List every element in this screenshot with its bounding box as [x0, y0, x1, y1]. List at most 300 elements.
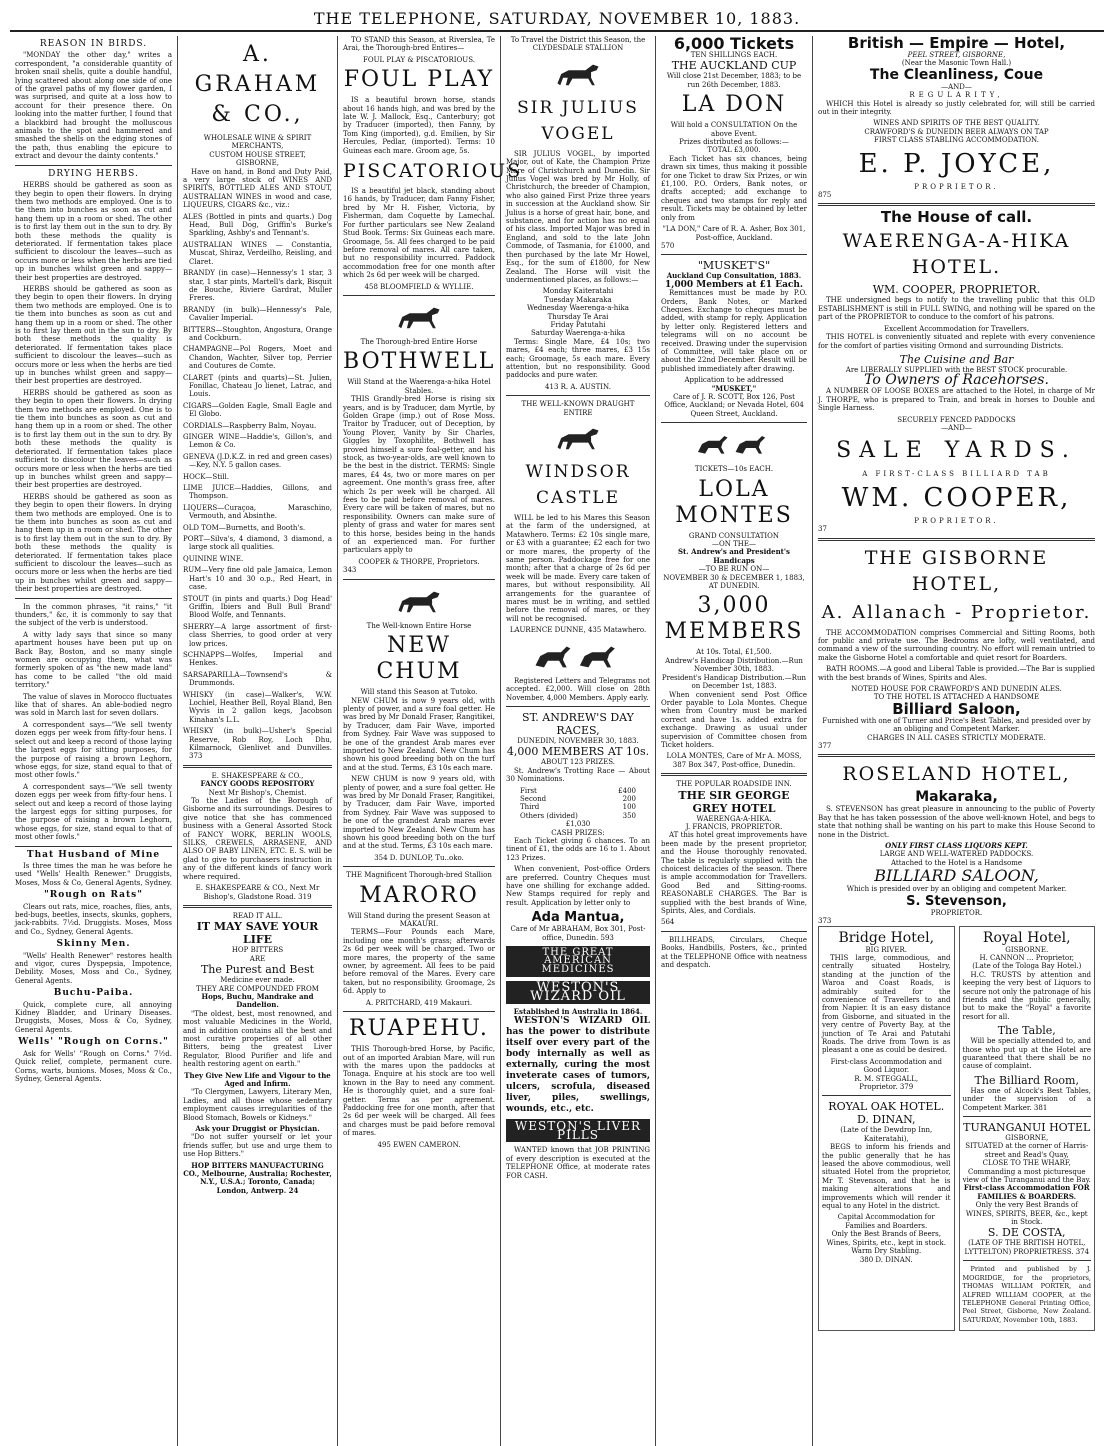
column-1 — [10, 36, 178, 1446]
to-be-run: —TO BE RUN ON— — [698, 565, 770, 574]
article-text: A correspondent says—"We sell twenty dozen eggs per week from fifty-four hens. I select out and keep a record of those laying the largest eggs for sitting purposes, for the purpose of raising a brown Leghorn, whose eggs, for size, stand equal to that of most other fowls." — [15, 720, 172, 780]
medicine: Medicine ever made. — [220, 976, 295, 985]
graham-item: CORDIALS—Raspberry Balm, Noyau. — [183, 421, 317, 430]
fenced-paddocks: SECURELY FENCED PADDOCKS — [897, 415, 1016, 424]
house-of-call: The House of call. — [880, 208, 1033, 227]
article-text: HERBS should be gathered as soon as they begin to open their flowers. In drying them two methods are employed. One is to tie them into bunches as soon as cut and hang them up in a room or shed. The other is to first lay them out in the sun to dry. By both these methods the quality is deteriorated. If fermentation takes place sufficient to discolour the leaves—such as occurs more or less when the herbs are tied up in bunches whilst green and sappy—their best properties are destroyed. — [15, 284, 172, 386]
prize-place: Second — [520, 794, 547, 803]
ad-number: 37 — [818, 525, 827, 534]
graham-item: CLARET (pints and quarts)—St. Julien, Fonillac, Chateau Jo lienet, Latrac, and Louis. — [183, 373, 332, 399]
wc-text: WILL be led to his Mares this Season at the farm of the undersigned, at Matawhero. Terms: £2 10s single mare, or £3 with a guarantee; £2 each for two or more mares, the property of the same person. Paddockage free for one month; after that a charge of 2s 6d per week will be made. Every care taken of mares, but without responsibility. All arrangements for the guarantee of mares must be in writing, and settled before the removal of mares, or they will not be recognised. — [506, 514, 650, 623]
prizes-dist: Prizes distributed as follows:— — [679, 138, 789, 147]
graham-title: A. GRAHAM & CO., — [194, 42, 321, 127]
cash-prizes: CASH PRIZES: — [551, 828, 605, 837]
first-class-liquor: First-class Accommodation and Good Liquor. — [830, 1057, 942, 1075]
dinan-text: BEGS to inform his friends and the public generally that he has leased the above commodious, well situated Hotel from the proprietor, Mr T. Stevenson, and that he is making alterations and improvements which will render it equal to any Hotel in the district. — [822, 1143, 951, 1211]
british-empire-hotel: British — Empire — Hotel, — [847, 34, 1066, 52]
article-text: A correspondent says—"We sell twenty dozen eggs per week from fifty-four hens. I select out and keep a record of those laying the largest eggs for sitting purposes, for the purpose of raising a brown Leghorn, whose eggs, for size, stand equal to that of most other fowls." — [15, 782, 172, 842]
foul-play-title: FOUL PLAY — [343, 67, 495, 93]
attached-2: Attached to the Hotel is a Handsome — [891, 858, 1022, 867]
roseland-hotel: ROSELAND HOTEL, — [842, 763, 1071, 786]
prize-place: Others (divided) — [520, 811, 578, 820]
divider — [506, 395, 650, 396]
graham-item: BRANDY (in bulk)—Hennessy's Pale, Cavalier Imperial. — [183, 305, 332, 323]
lola-address: LOLA MONTES, Care of Mr A. MOSS, 387 Box 347, Post-office, Dunedin. — [666, 752, 802, 769]
graham-item: HOCK—Still. — [183, 472, 229, 481]
stabling: FIRST CLASS STABLING ACCOMMODATION. — [874, 136, 1039, 145]
bridge-text: THIS large, commodious, and centrally situated Hostelry, standing at the junction of the Waroa and Coast Roads, is admirably suited for the convenience of Travellers to and from Napier. It is an easy distance from Gisborne, and situated in the very centre of Poverty Bay, at the junction of Te Arai and Patutahi Roads. The drive from Town is as pleasant a one as could be desired. — [822, 953, 951, 1055]
horse-icon — [550, 421, 606, 455]
graham-item: WHISKY (in bulk)—Usher's Special Reserve, Rob Roy, Loch Dhu, Kilmarnock, Glenlivet and Dunvilles. 373 — [183, 727, 332, 761]
wines-spirits: WINES AND SPIRITS OF THE BEST QUALITY. — [873, 119, 1040, 128]
auckland-cup-consultation: Auckland Cup Consultation, 1883. — [666, 271, 802, 281]
graham-item: PORT—Silva's, 4 diamond, 3 diamond, a large stock all qualities. — [183, 535, 332, 552]
sjv-terms: Terms: Single Mare, £4 10s; two mares, £4 each; three mares, £3 15s each; Groomage, 5s each mare. Every attention, but no responsibility. Good paddocks and pure water. — [506, 337, 650, 380]
divider — [343, 1011, 495, 1012]
hop-text: "The oldest, best, most renowned, and most valuable Medicines in the World, and in addition contains all the best and most curative properties of all other Bitters, being the greatest Liver Regulator, Blood Purifier and life and health restoring agent on earth." — [183, 1009, 332, 1069]
graham-item: CHAMPAGNE—Pol Rogers, Moet and Chandon, Wachter, Silver top, Perrier and Coutures de Comte. — [183, 345, 332, 371]
maroro-text: TERMS—Four Pounds each Mare, including one month's grass; afterwards 2s 6d per week will be charged. Two or more mares, the property of the same owner, by agreement. All fees to be paid before removal of the Mares. Every care taken, but no responsibility. Groomage, 2s 6d. Apply to — [343, 928, 495, 996]
new-life: They Give New Life and Vigour to the Aged and Infirm. — [184, 1070, 331, 1088]
auckland-cup: THE AUCKLAND CUP — [671, 59, 797, 73]
and2: —AND— — [941, 423, 972, 432]
muskets-title: "MUSKET'S" — [697, 259, 771, 273]
popular-inn: THE POPULAR ROADSIDE INN. — [676, 780, 792, 789]
read-it-all: READ IT ALL. — [232, 911, 283, 920]
hotel-grid — [818, 926, 1095, 1332]
divider — [343, 295, 495, 296]
s-stevenson: S. Stevenson, — [906, 893, 1007, 909]
graham-item-list — [183, 213, 332, 761]
attached: TO THE HOTEL IS ATTACHED A HANDSOME — [873, 693, 1040, 702]
divider — [963, 1260, 1092, 1261]
heading-husband: That Husband of Mine — [26, 849, 161, 860]
crawfords: CRAWFORD'S & DUNEDIN BEER ALWAYS ON TAP — [864, 127, 1049, 136]
ada-sig: Care of Mr ABRAHAM, Box 301, Post-office, Dunedin. 593 — [510, 925, 646, 942]
divider — [822, 1095, 951, 1096]
bloomfield-sig: 458 BLOOMFIELD & WYLLIE. — [364, 282, 474, 291]
musket: "MUSKET," — [711, 383, 757, 393]
graham-item: SHERRY—A large assortment of first-class Sherries, to good order at very low prices. — [183, 622, 332, 648]
great-american-banner: THE GREAT AMERICAN MEDICINES — [506, 946, 650, 977]
compounded: THEY ARE COMPOUNDED FROM — [196, 984, 319, 993]
wm-cooper-2: WM. COOPER, — [841, 482, 1072, 513]
ask-text: "Do not suffer yourself or let your friends suffer, but use and urge them to use Hop Bitters." — [183, 1133, 332, 1159]
graham-item: WHISKY (in case)—Walker's, W.W. Lochiel, Heather Bell, Royal Bland, Ben Wyvis in 2 gallon kegs, Jacobson Kinahan's L.L. — [183, 690, 332, 724]
commanding: Commanding a most picturesque view of the Turanganui and the Bay. — [962, 1167, 1091, 1185]
heading-buchu-paiba: Buchu-Paiba. — [53, 988, 134, 999]
prize-row — [506, 795, 650, 803]
article-text: HERBS should be gathered as soon as they begin to open their flowers. In drying them two methods are employed. One is to tie them into bunches as soon as cut and hang them up in a room or shed. The other is to first lay them out in the sun to dry. By both these methods the quality is deteriorated. If fermentation takes place sufficient to discolour the leaves—such as occurs more or less when the herbs are tied up in bunches whilst green and sappy—their best properties are destroyed. — [15, 388, 172, 490]
ep-joyce: E. P. JOYCE, — [858, 148, 1055, 179]
article-text: A witty lady says that since so many apartment houses have been put up on Back Bay, Boston, and so many single women are occupying them, what was formerly spoken of as "the new made land" has come to be called "the old maid territory." — [15, 630, 172, 690]
divider — [183, 905, 332, 908]
piscatorious-title: PISCATORIOUS — [343, 160, 523, 183]
article-text: "MONDAY the other day," writes a correspondent, "a considerable quantity of broken snail shells, quite a double handful, lying scattered about along one side of one of the gravel paths of my flower garden, I was surprised, and quite at a loss how to account for their presence there. On looking into the matter further, I found that a blackbird had brought the molluscous animals to the spot and hammered and smashed the shells on the edging stones of the path, thus enabling the epicure to extract and devour the dainty contents." — [15, 51, 172, 161]
bothwell-text: THIS Grandly-bred Horse is rising six years, and is by Traducer, dam Myrtle, by Golden Grape (imp.) out of Rose Moss. Traitor by Traducer, out of Deception, by Young Plover, Vanity by Sir Charles, Giggles by Toxophilite, Bothwell has proved himself a sure foal-getter, and his stock, as two-year-olds, are well known to be the best in the district. TERMS: Single mares, £4 4s, two or more mares on per agreement. One month's grass free, after which 2s per week will be charged. All fees to be paid before removal of mares. Every care will be taken of mares, but no responsibility. Owners can make sure of plenty of grass and water for mares sent to this horse, besides being in the hands of an experienced man. For further particulars apply to — [343, 395, 495, 555]
divider — [15, 846, 172, 847]
ask-druggist: Ask your Druggist or Physician. — [195, 1124, 320, 1134]
graham-item: LIME JUICE—Haddies, Gillons, and Thompson. — [183, 484, 332, 501]
proprietor-2: PROPRIETOR. — [914, 516, 999, 525]
total: TOTAL £3,000. — [707, 146, 761, 155]
regularity: REGULARITY, — [909, 91, 1004, 100]
job-printing: WANTED known that JOB PRINTING of every description is executed at the TELEPHONE Office, at moderate rates FOR CASH. — [506, 1146, 650, 1180]
dunne-sig: LAURENCE DUNNE, 435 Matawhero. — [509, 626, 647, 635]
near-masonic: (Near the Masonic Town Hall.) — [901, 59, 1012, 68]
sir-george-grey-title: THE SIR GEORGE GREY HOTEL — [678, 788, 790, 815]
graham-item: BRANDY (in case)—Hennessy's 1 star, 3 star, 1 star pints, Martell's dark, Bisquit de Bouche, Riviere Gardrat, Muller Freres. — [183, 269, 332, 303]
turanganui: TURANGANUI HOTEL — [963, 1121, 1091, 1134]
graham-item: BITTERS—Stoughton, Angostura, Orange and Cockburn. — [183, 325, 332, 342]
on-the: —ON THE— — [712, 540, 756, 549]
ad-number: 875 — [818, 191, 832, 200]
graham-item: CIGARS—Golden Eagle, Small Eagle and El Globo. — [183, 401, 332, 419]
windsor-castle-title: WINDSOR CASTLE — [525, 462, 631, 508]
schedule-day: Wednesday Waerenga-a-hika — [527, 304, 629, 313]
billheads: BILLHEADS, Circulars, Cheque Books, Handbills, Posters, &c., printed at the TELEPHONE Office with neatness and despatch. — [661, 935, 807, 970]
address-to: Application to be addressed — [684, 376, 784, 385]
paddocks: LARGE AND WELL-WATERED PADDOCKS. — [879, 850, 1034, 859]
article-text: HERBS should be gathered as soon as they begin to open their flowers. In drying them two methods are employed. One is to tie them into bunches as soon as cut and hang them up in a room or shed. The other is to first lay them out in the sun to dry. By both these methods the quality is deteriorated. If fermentation takes place sufficient to discolour the leaves—such as occurs more or less when the herbs are tied up in bunches whilst green and sappy—their best properties are destroyed. — [15, 492, 172, 594]
prize-row — [506, 803, 650, 811]
ad-number: 373 — [818, 917, 832, 926]
gisborne-2: GISBORNE, — [1005, 1134, 1049, 1142]
divider — [818, 203, 1095, 206]
prize-place: First — [520, 786, 537, 795]
francis: J. FRANCIS, PROPRIETOR. — [685, 822, 783, 831]
waerenga: WAERENGA-A-HIKA. — [696, 814, 772, 823]
schedule-day: Tuesday Makaraka — [544, 295, 612, 304]
which-text: WHICH this Hotel is already so justly celebrated for, will still be carried out in their integrity. — [818, 99, 1095, 117]
sjv-text: SIR JULIUS VOGEL, by imported Major, out of Kate, the Champion Prize Mare of Christchurch and Dunedin. Sir Julius Vogel was bred by Mr Holly, of Christchurch, the breeder of Champion, who also gained First Prize three years in succession at the Auckland show. Sir Julius is a horse of great hair, bone, and substance, and for action has no equal of his class. Imported Major was bred in England, and sold to the late John Commode, of Tasmania, for £1000, and then purchased by the late Mr Howel, Esq., for the sum of £1800, for New Zealand. The Horse will visit the undermentioned places, as follows:— — [506, 149, 650, 284]
close-wharf: CLOSE TO THE WHARF, — [982, 1159, 1071, 1168]
graham-item: GENEVA (J.D.K.Z. in red and green cases)—Key, N.Y. 5 gallon cases. — [183, 452, 332, 470]
closes: Will close 21st December, 1883; to be run 26th December, 1883. — [666, 72, 802, 89]
convenient: When convenient, Post-office Orders are preferred. Country Cheques must have one shilling for exchange added. New Stamps required for reply and result. Application by letter only to — [506, 865, 650, 907]
purest: The Purest and Best — [200, 963, 315, 977]
maroro-sub: Will Stand during the present Season at MAKAURI. — [347, 911, 491, 929]
heading-drying-herbs: DRYING HERBS. — [48, 168, 139, 179]
divider — [15, 598, 172, 599]
graham-town: GISBORNE, — [236, 159, 279, 168]
the-table: The Table, — [997, 1024, 1056, 1038]
stand-intro: TO STAND this Season, at Riverslea, Te Arai, the Thorough-bred Entires— — [343, 36, 495, 53]
graham-item: LIQUERS—Curaçoa, Maraschino, Vermouth, and Absinthe. — [183, 503, 332, 521]
members-4000: 4,000 MEMBERS AT 10s. — [506, 745, 650, 759]
sad-date: DUNEDIN, NOVEMBER 30, 1883. — [517, 736, 639, 745]
warm-dry: Warm Dry Stabling. — [851, 1247, 922, 1256]
hop-mfg: HOP BITTERS MANUFACTURING CO., Melbourne, Australia; Rochester, N.Y., U.S.A.; Toronto, Canada; London, Antwerp. 24 — [183, 1160, 332, 1195]
prize-row — [506, 812, 650, 820]
st-andrews-handicaps: St. Andrew's and President's Handicaps — [678, 547, 790, 565]
dunlop-sig: 354 D. DUNLOP, Tu..oko. — [374, 853, 464, 862]
heading-reason-in-birds: REASON IN BIRDS. — [39, 39, 148, 49]
billiard-text: Has one of Alcock's Best Tables, under the supervision of a Competent Marker. 381 — [962, 1086, 1091, 1112]
dinan-late: (Late of the Dewdrop Inn, Kaiteratahi), — [840, 1126, 933, 1143]
tb-entire: The Thorough-bred Entire Horse — [360, 337, 478, 346]
remittances: Remittances must be made by P.O. Orders, Bank Notes, or Marked Cheques. Exchange to cheques must be added, with stamp for reply. Application by letter only. Registered letters and telegrams will on no account be received. Drawing under the supervision of Committee, will take place on or about the 22nd December. Result will be published immediately after drawing. — [661, 289, 807, 373]
article-text: In the common phrases, "it rains," "it thunders," &c, it is commonly to say that the subject of the verb is understood. — [15, 602, 172, 628]
wk-draught: THE WELL-KNOWN DRAUGHT ENTIRE — [521, 400, 635, 417]
la-don-address: "LA DON," Care of R. A. Asher, Box 301, Post-office, Auckland. — [662, 225, 806, 242]
established: Established in Australia in 1864. — [513, 1007, 643, 1017]
schedule-day: Saturday Waerenga-a-hika — [530, 329, 626, 338]
heading-rough-on-corns: Wells' "Rough on Corns." — [18, 1037, 169, 1048]
proprietor-3: PROPRIETOR. — [930, 908, 983, 917]
are: ARE — [249, 954, 266, 963]
d-dinan: D. DINAN, — [856, 1113, 916, 1127]
ruapehu-text: THIS Thorough-bred Horse, by Pacific, out of an imported Arabian Mare, will run with the mares upon the paddocks at Tonaga. Enquire at his stock are too well known in the Bay to need any comment. He is thoroughly quiet, and a sure foal-getter. Terms as per agreement. Paddocking free for one month, after that 2s 6d per week will be charged. All fees and charges must be paid before removal of mares. — [343, 1045, 495, 1138]
article-text: HERBS should be gathered as soon as they begin to open their flowers. In drying them two methods are employed. One is to tie them into bunches as soon as cut and hang them up in a room or shed. The other is to first lay them out in the sun to dry. By both these methods the quality is deteriorated. If fermentation takes place sufficient to discolour the leaves—such as occurs more or less when the herbs are tied up in bunches whilst green and sappy—their best properties are destroyed. — [15, 181, 172, 282]
vigour-text: "To Clergymen, Lawyers, Literary Men, Ladies, and all those whose sedentary employment causes irregularities of the Blood Stomach, Bowels or Kidneys." — [183, 1088, 332, 1122]
waerenga-hotel: WAERENGA-A-HIKA HOTEL. — [842, 230, 1071, 279]
divider — [661, 254, 807, 255]
horse-icon — [391, 584, 447, 618]
column-3 — [338, 36, 523, 1446]
wizard-oil-text: WESTON'S WIZARD OIL has the power to distribute itself over every part of the body internally as well as externally, curing the most inveterate cases of tumors, ulcers, scrofula, diseased liver, piles, swellings, wounds, etc., etc. — [506, 1016, 650, 1115]
ad-text: Quick, complete cure, all annoying Kidney Bladder, and Urinary Diseases. Druggists, Moses, Moss & Co, Sydney, General Agents. — [15, 1000, 172, 1034]
bridge-hotel-ad — [818, 926, 955, 1332]
royal-hotel-ad — [959, 926, 1096, 1332]
tickets-10s: TICKETS—10s EACH. — [694, 465, 774, 474]
gisborne: GISBORNE. — [1005, 945, 1049, 954]
royal-text: H.C. TRUSTS by attention and keeping the very best of Liquors to secure not only the patronage of his friends and the public generally, but to make the "Royal" a favorite resort for all. — [962, 970, 1091, 1021]
divider — [343, 579, 495, 580]
makaraka: Makaraka, — [915, 789, 998, 806]
ingredients: Hops, Buchu, Mandrake and Dandelion. — [201, 991, 314, 1010]
sir-julius-vogel-title: SIR JULIUS VOGEL — [517, 97, 639, 144]
heading-skinny-men: Skinny Men. — [56, 939, 131, 950]
cleanliness: The Cleanliness, Coue — [869, 66, 1044, 83]
racing-horses-icon — [528, 639, 628, 673]
graham-intro: Have on hand, in Bond and Duty Paid, a very large stock of WINES AND SPIRITS, BOTTLED ALES AND STOUT, AUSTRALIAN WINES in wood and case, LIQUEURS, CIGARS &c., viz.: — [183, 167, 332, 210]
horse-icon — [391, 300, 447, 334]
schedule-day: Friday Patutahi — [550, 320, 606, 329]
registered-note: Registered Letters and Telegrams not accepted. £2,000. Will close on 28th November, 4,000 Members. Apply early. — [506, 676, 650, 702]
cameron-sig: 495 EWEN CAMERON. — [377, 1140, 461, 1149]
divider — [506, 706, 650, 707]
bridge-hotel: Bridge Hotel, — [838, 929, 935, 946]
ad-number: 570 — [661, 241, 675, 250]
trotting-race: St. Andrew's Trotting Race — About 30 Nominations. — [506, 766, 650, 784]
schedule-day: Thursday Te Arai — [547, 312, 609, 321]
6000-tickets: 6,000 Tickets — [673, 34, 795, 53]
shakespeare-title: E. SHAKESPEARE & CO., — [211, 771, 304, 780]
ad-text: Ask for Wells' "Rough on Corns." 7½d. Quick relief, complete, permanent cure. Corns, warts, bunions. Moses, Moss & Co., Sydney, General Agents. — [15, 1049, 172, 1083]
graham-item: GINGER WINE—Haddie's, Gillon's, and Lemon & Co. — [183, 433, 332, 450]
billiard-tab: A FIRST-CLASS BILLIARD TAB — [862, 470, 1051, 479]
divider — [963, 1116, 1092, 1117]
prize-list — [506, 787, 650, 821]
de-costa-late: (LATE OF THE BRITISH HOTEL, LYTTELTON) PROPRIETRESS. 374 — [964, 1239, 1090, 1256]
graham-item: ALES (Bottled in pints and quarts.) Dog Head, Bull Dog, Griffin's Burke's Sparkling, Ashby's and Tennant's. — [183, 212, 332, 238]
column-6 — [813, 36, 1100, 1446]
liberally: Are LIBERALLY SUPPLIED with the BEST STOCK procurable. — [845, 365, 1068, 374]
shakespeare-sig: E. SHAKESPEARE & CO., Next Mr Bishop's, Gladstone Road. 319 — [195, 884, 320, 901]
bothwell-title: BOTHWELL — [343, 349, 496, 375]
prize-amount: 350 — [622, 811, 636, 820]
divider — [183, 765, 332, 768]
masthead: THE TELEPHONE, SATURDAY, NOVEMBER 10, 1883. — [10, 8, 1104, 32]
sale-yards: SALE YARDS. — [836, 438, 1077, 464]
tologa: (Late of the Tologa Bay Hotel.) — [972, 962, 1082, 971]
ad-text: Clears out rats, mice, roaches, flies, ants, bed-bugs, beetles, insects, skunks, gophers, jack-rabbits. 7½d. Druggists. Moses, Moss and Co., Sydney, General Agents. — [15, 902, 172, 936]
schedule-list — [506, 287, 650, 337]
bothwell-sub: Will Stand at the Waerenga-a-hika Hotel Stables. — [347, 378, 491, 395]
each-ticket: Each Ticket giving 6 chances. To an tinent of £1, the odds are 16 to 1. About 123 Prizes. — [506, 836, 650, 862]
prize-amount: 200 — [622, 794, 636, 803]
only-best: Only the Best Brands of Beers, Wines, Spirits, etc., kept in stock. — [826, 1230, 946, 1247]
new-chum-title: NEW CHUM — [376, 633, 462, 685]
royal-hotel: Royal Hotel, — [982, 929, 1071, 946]
billiard-saloon-2: BILLIARD SALOON, — [874, 866, 1039, 886]
proprietor: PROPRIETOR. — [914, 182, 999, 191]
heading-rough-on-rats: "Rough on Rats" — [44, 890, 143, 901]
cuisine: The Cuisine and Bar — [899, 352, 1014, 366]
graham-item: RUM—Very fine old pale Jamaica, Lemon Hart's 10 and 30 o.p., Red Heart, in case. — [183, 566, 332, 592]
royal-oak: ROYAL OAK HOTEL. — [828, 1100, 945, 1114]
ad-text: Is three times the man he was before he used "Wells' Health Renewer." Druggists, Moses, Moss & Co, General Agents, Sydney. — [15, 861, 172, 887]
st-andrews-day-races: ST. ANDREW'S DAY RACES, — [522, 710, 634, 737]
pritchard-sig: A. PRITCHARD, 419 Makauri. — [365, 998, 473, 1007]
graham-addr: CUSTOM HOUSE STREET, — [209, 150, 306, 159]
grand-consultation: GRAND CONSULTATION — [688, 531, 780, 540]
owners-racehorses: To Owners of Racehorses. — [864, 372, 1049, 389]
nov-dates: NOVEMBER 30 & DECEMBER 1, 1883, AT DUNEDIN. — [663, 573, 805, 591]
prize-row — [506, 787, 650, 795]
foul-play-text: IS a beautiful brown horse, stands about 16 hands high, and was bred by the late W. J. Mallock, Esq., Canterbury; got by Traducer (imported), then Fanny, by Tom King (imported), g.d. Emilien, by Sir Hercules, Pedlar, (imported). Terms: 10 Guineas each mare. Groom age, 5s. — [343, 96, 495, 155]
andrews-dist: Andrew's Handicap Distribution.—Run November 30th, 1883. — [665, 656, 803, 674]
liquors-kept: ONLY FIRST CLASS LIQUORS KEPT. — [885, 841, 1028, 851]
steggall: R. M. STEGGALL, — [854, 1074, 919, 1083]
at-10s: At 10s. Total, £1,500. — [696, 648, 772, 657]
wk-entire: The Well-known Entire Horse — [366, 621, 472, 630]
divider — [818, 754, 1095, 757]
1000-members: 1,000 Members at £1 Each. — [664, 279, 804, 290]
situated: SITUATED at the corner of Harris-street and Read's Quay, — [965, 1142, 1089, 1159]
capital: Capital Accommodation for Families and Boarders. — [837, 1213, 935, 1230]
divider — [661, 931, 807, 932]
cannon: H. CANNON ... Proprietor, — [979, 953, 1074, 962]
presided: Which is presided over by an obliging and competent Marker. — [846, 885, 1067, 894]
allanach: A. Allanach - Proprietor. — [821, 601, 1092, 623]
only-very-best: Only the very Best Brands of WINES, SPIRITS, BEER, &c., kept in Stock. — [965, 1201, 1088, 1227]
graham-item: SARSAPARILLA—Townsend's & Drummonds. — [183, 670, 332, 688]
ad-number: 564 — [661, 918, 675, 927]
austin-sig: 413 R. A. AUSTIN. — [545, 382, 611, 391]
hop-bitters: HOP BITTERS — [231, 946, 284, 955]
westons-liver-pills-logo: WESTON'S LIVER PILLS — [506, 1119, 650, 1142]
save-your-life: IT MAY SAVE YOUR LIFE — [196, 920, 319, 947]
column-5 — [656, 36, 813, 1446]
schedule-day: Monday Kaiteratahi — [542, 287, 614, 296]
prize-place: Third — [520, 803, 540, 812]
lola-montes-title: LOLA MONTES — [675, 476, 793, 528]
graham-item: AUSTRALIAN WINES — Constantia, Muscat, Shiraz, Verdeilho, Reisling, and Claret. — [183, 240, 332, 266]
shakespeare-next: Next Mr Bishop's, Chemist. — [208, 788, 307, 797]
prize-total: £1,030 — [565, 820, 591, 829]
lola-conv: When convenient send Post Office Order payable to Lola Montes. Cheque when from Country must be marked correct and have 1s. added extra for exchange. Drawing as usual under supervision of Committee chosen from Ticket holders. — [661, 690, 807, 749]
and: —AND— — [941, 82, 972, 91]
presidents-dist: President's Handicap Distribution.—Run on December 1st, 1883. — [661, 673, 807, 691]
prize-amount: £400 — [618, 786, 636, 795]
graham-item: SCHNAPPS—Wolfes, Imperial and Henkes. — [183, 650, 332, 668]
racing-horses-icon — [694, 427, 774, 461]
furnished: Furnished with one of Turner and Price's Best Tables, and presided over by an obliging and Competent Marker. — [822, 716, 1091, 734]
de-costa: S. DE COSTA, — [987, 1226, 1066, 1240]
billiard-room: The Billiard Room, — [974, 1073, 1079, 1087]
billiard-saloon: Billiard Saloon, — [892, 699, 1021, 718]
divider — [661, 422, 807, 423]
divider — [661, 773, 807, 776]
column-4 — [501, 36, 656, 1446]
musket-address: Care of J. R. SCOTT, Box 126, Post Office, Auckland; or Nevada Hotel, 604 Queen Street, Auckland. — [664, 393, 804, 418]
graham-item: STOUT (in pints and quarts.) Dog Head' Griffin, Ibiers and Bull Bull Brand' Blood Wolfe, and Tennants. — [183, 594, 332, 620]
will-hold: Will hold a CONSULTATION On the above Event. — [670, 121, 798, 138]
piscatorious-text: IS a beautiful jet black, standing about 16 hands, by Traducer, dam Fanny Fisher, bred by Mr H. Fisher, Victoria, by Fisherman, dam Coquette by Lamechal. For further particulars see New Zealand Stud Book. Terms: Six Guineas each mare. Groomage, 5s. All fees charged to be paid before removal of mares. All care taken, but no responsibility incurred. Paddock accommodation free for one month after which 2s 6d per week will be charged. — [343, 187, 495, 280]
ada-mantua: Ada Mantua, — [531, 910, 625, 926]
divider — [818, 538, 1095, 541]
fancy-goods-heading: FANCY GOODS REPOSITORY — [200, 779, 315, 789]
owners-text: A NUMBER OF LOOSE BOXES are attached to the Hotel, in charge of Mr J. THORPE, who is prepared to Train, and break in horses to Double and Single Harness. — [818, 387, 1095, 413]
new-chum-text: NEW CHUM is now 9 years old, with plenty of power, and a sure foal getter. He was bred by Mr Donald Fraser, Rangitikei, by Traducer, dam Fair Wave, imported from Sydney. Fair Wave was supposed to be one of the grandest Arab mares ever imported to New Zealand. New Chum has shown his good breeding both on the turf and at the stud. Terms, £3 10s each mare. — [343, 696, 495, 772]
foul-play-pisc: FOUL PLAY & PISCATORIOUS. — [363, 55, 475, 64]
noted-house: NOTED HOUSE FOR CRAWFORD'S AND DUNEDIN ALES. — [851, 685, 1062, 693]
3000-members: 3,000 MEMBERS — [664, 593, 804, 645]
westons-wizard-oil-logo: WESTON'S WIZARD OIL — [506, 981, 650, 1004]
divider — [343, 866, 495, 867]
graham-sub: WHOLESALE WINE & SPIRIT MERCHANTS, — [203, 134, 312, 151]
ad-text: "Wells' Health Renewer" restores health and vigor, cures Dyspepsia, Impotence, Debility. Moses, Moss and Co., Sydney, General Agents. — [15, 951, 172, 985]
new-chum-text: NEW CHUM is now 9 years old, with plenty of power, and a sure foal getter. He was bred by Mr Donald Fraser, Rangitikei, by Traducer, dam Fair Wave, imported from Sydney. Fair Wave was supposed to be one of the grandest Arab mares ever imported to New Zealand. New Chum has shown his good breeding both on the turf and at the stud. Terms, £3 10s each mare. — [343, 775, 495, 851]
ruapehu-title: RUAPEHU. — [349, 1016, 489, 1042]
about-prizes: ABOUT 123 PRIZES. — [541, 758, 615, 767]
imprint: Printed and published by J. MOGRIDGE, for the proprietors, THOMAS WILLIAM PORTER, and ALFRED WILLIAM COOPER, at the TELEPHONE General Printing Office, Peel Street, Gisborne, New Zealand. SATURDAY, November 10th, 1883. — [962, 1265, 1091, 1324]
roseland-text: S. STEVENSON has great pleasure in announcing to the public of Poverty Bay that he has taken possession of the above well-known Hotel, and begs to state that nothing shall be wanting on his part to make this House Second to none in the District. — [818, 805, 1095, 839]
peel-street: PEEL STREET, GISBORNE, — [907, 51, 1006, 59]
magnificent: THE Magnificent Thorough-bred Stallion — [346, 871, 492, 880]
big-river: BIG RIVER. — [865, 945, 907, 954]
column-2 — [178, 36, 338, 1446]
charges: CHARGES IN ALL CASES STRICTLY MODERATE. — [867, 733, 1046, 742]
steggall-prop: Proprietor. 379 — [859, 1083, 914, 1091]
graham-item: OLD TOM—Burnetts, and Booth's. — [183, 523, 306, 532]
cooper-text: THE undersigned begs to notify to the travelling public that this OLD ESTABLISHMENT is still in FULL SWING, and nothing will be spared on the part of the PROPRIETOR to conduce to the comfort of his patrons. — [818, 296, 1095, 322]
gisborne-hotel: THE GISBORNE HOTEL, — [864, 546, 1049, 595]
article-text: The value of slaves in Morocco fluctuates like that of shares. An able-bodied negro was sold in March last for seven dollars. — [15, 692, 172, 718]
table-text: Will be specially attended to, and those who put up at the Hotel are guaranteed that there shall be no cause of complaint. — [962, 1037, 1091, 1071]
cooper-thorpe: COOPER & THORPE, Proprietors. — [358, 557, 480, 566]
each-ticket: Each Ticket has six chances, being drawn six times, thus making it possible for one Ticket to draw Six Prizes, or win £1,100. P.O. Orders, Bank notes, or drafts accepted; add exchange to cheques and two stamps for reply and result. Tickets may be obtained by letter only from — [661, 154, 807, 222]
maroro-title: MARORO — [359, 882, 479, 908]
bath-rooms: BATH ROOMS.—A good and Liberal Table is provided.—The Bar is supplied with the best brands of Wines, Spirits and Ales. — [818, 665, 1095, 682]
wm-cooper: WM. COOPER, PROPRIETOR. — [872, 283, 1041, 297]
ad-number: 343 — [343, 566, 357, 575]
la-don-title: LA DON — [681, 92, 787, 118]
excellent: Excellent Accommodation for Travellers. — [884, 324, 1029, 333]
new-chum-sub: Will stand this Season at Tutoko. — [360, 688, 478, 697]
horse-icon — [550, 57, 606, 91]
first-class-fb: First-class Accommodation FOR FAMILIES & BOARDERS. — [963, 1183, 1090, 1201]
graham-item: QUININE WINE. — [183, 554, 244, 563]
ten-shillings: TEN SHILLINGS EACH. — [690, 51, 778, 59]
sgg-text: AT this hotel great improvements have been made by the present proprietor, and the House thoroughly renovated. The table is regularly supplied with the choicest delicacies of the season. There is ample accommodation for Travellers. Good Bed and Sitting-rooms. REASONABLE CHARGES. The Bar is supplied with the best brands of Wine, Spirits, Ales, and Cordials. — [661, 831, 807, 916]
travel-intro: To Travel the District this Season, the CLYDESDALE STALLION — [510, 36, 646, 53]
this-hotel: THIS HOTEL is conveniently situated and replete with every convenience for the comfort of parties visiting Ormond and surrounding Districts. — [818, 333, 1095, 350]
gisborne-text: THE ACCOMMODATION comprises Commercial and Sitting Rooms, both for public and private use. The Bedrooms are lofty, well ventilated, and command a view of the surrounding country. No effort will remain untried to make the Gisborne Hotel a comfortable and quiet resort for Boarders. — [818, 628, 1095, 662]
dinan-sig: 380 D. DINAN. — [859, 1255, 913, 1264]
